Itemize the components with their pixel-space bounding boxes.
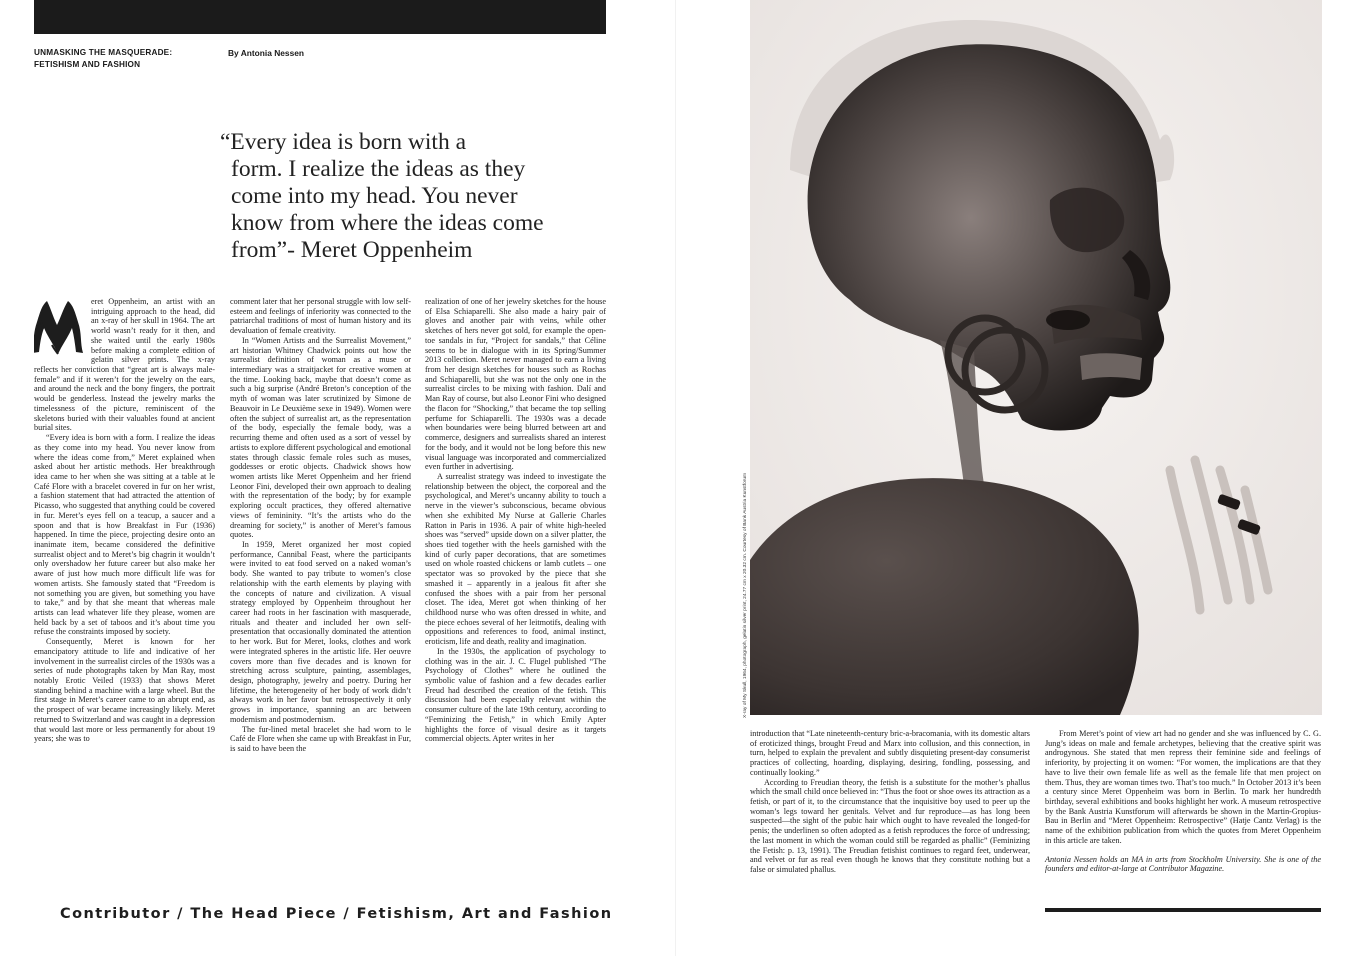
kicker-line: UNMASKING THE MASQUERADE: xyxy=(34,48,173,57)
article-column-1 xyxy=(34,297,215,895)
article-column-3 xyxy=(425,297,606,895)
article-kicker xyxy=(34,47,224,71)
page-footer: Contributor / The Head Piece / Fetishism, Art and Fashion xyxy=(60,906,613,922)
author-bio: Antonia Nessen holds an MA in arts from Stockholm University. She is one of the founders and editor-at-large at Contributor Magazine. xyxy=(1045,854,1321,874)
pull-quote-line: form. I realize the ideas as they xyxy=(231,156,526,182)
article-paragraph: comment later that her personal struggle with low self-esteem and feelings of inferiority was connected to the patriarchal traditions of most of human history and its devaluation of female creativity. xyxy=(230,297,411,336)
pull-quote-line: know from where the ideas come xyxy=(231,210,544,236)
article-paragraph: “Every idea is born with a form. I realize the ideas as they come into my head. You never know from where the ideas come from,” Meret explained when asked about her artistic methods. Her breakthrough idea came to her when she was sitting at a table at le Café Flore with a bracelet covered in fur on her wrist, a fashion statement that had attracted the attention of Picasso, who suggested that anything could be covered in fur. Meret’s eyes fell on a teacup, a saucer and a spoon and that is how Breakfast in Fur (1936) happened. In time the piece, projecting desire onto an inanimate item, became considered the definitive surrealist object and to Meret’s big chagrin it wouldn’t only overshadow her future career but also make her aware of just how much more difficult life was for women artists. She famously stated that “Freedom is not something you are given, but something you have to take,” and by that she meant that whereas male artists can lead whatever life they please, women are held back by a set of taboos and it’s about time you refuse the constraints imposed by society. xyxy=(34,433,215,637)
article-paragraph: A surrealist strategy was indeed to investigate the relationship between the object, the corporeal and the psychological, and Meret’s uncanny ability to touch a nerve in the viewer’s subconscious, became obvious when she exhibited My Nurse at Gallerie Charles Ratton in Paris in 1936. A pair of white high-heeled shoes was “served” upside down on a silver platter, the shoes tied together with the heels garnished with the kind of curly paper decorations, that are sometimes used on whole roasted chickens or lamb cutlets – one spectator was so provoked by the piece that she smashed it – apparently in a jealous fit after she confused the shoes with a pair from her personal closet. The idea, Meret got when thinking of her childhood nurse who was often dressed in white, and the piece echoes several of her leitmotifs, dealing with oppositions and references to food, animal instinct, eroticism, life and death, reality and imagination. xyxy=(425,471,606,647)
article-column-5 xyxy=(1045,729,1321,874)
byline: By Antonia Nessen xyxy=(228,48,305,58)
pull-quote xyxy=(220,129,612,264)
article-paragraph: Consequently, Meret is known for her emancipatory attitude to life and indicative of her involvement in the surrealist circles of the 1930s was a series of nude photographs taken by Man Ray, most notably Erotic Veiled (1933) that shows Meret standing behind a machine with a large wheel. But the first stage in Meret’s career came to an abrupt end, as the prospect of war became increasingly likely. Meret returned to Switzerland and was caught in a depression that would last more or less permanently for about 19 years; she was to xyxy=(34,637,215,744)
pull-quote-line: come into my head. You never xyxy=(231,183,518,209)
article-paragraph: In “Women Artists and the Surrealist Movement,” art historian Whitney Chadwick points out how the surrealist definition of woman as a muse or intermediary was a straitjacket for creative women at the time. Looking back, maybe that doesn’t come as such a big surprise (André Breton’s conception of the myth of woman was later scrutinized by Simone de Beauvoir in Le Deuxième sexe in 1949). Women were often the subject of surrealist art, as the representation of the body, especially the female body, was a recurring theme and often used as a sort of vessel by artists to explore different psychological and emotional states through classic female roles such as muses, goddesses or erotic objects. Chadwick shows how women artists like Meret Oppenheim and her friend Leonor Fini, developed their own approach to dealing with the representation of the body; by for example exploring occult practices, they offered alternative views of femininity. “It’s the artists who do the dreaming for society,” is another of Meret’s famous quotes. xyxy=(230,335,411,540)
xray-skull-photo xyxy=(750,0,1322,715)
pull-quote-line: from”- Meret Oppenheim xyxy=(231,237,473,263)
article-paragraph: introduction that “Late nineteenth-century bric-a-bracomania, with its domestic altars of eroticized things, brought Freud and Marx into collusion, and this connection, in turn, helped to explain the prevalent and subtly disquieting present-day consumerist practices of collecting, hoarding, displaying, desiring, fondling, possessing, and continually looking.” xyxy=(750,729,1030,777)
drop-cap-m-icon xyxy=(34,297,86,355)
kicker-line: FETISHISM AND FASHION xyxy=(34,60,141,69)
left-page xyxy=(0,0,676,956)
article-paragraph: In 1959, Meret organized her most copied performance, Cannibal Feast, where the participants were invited to eat food served on a naked woman’s body. She wanted to pay tribute to women’s close relationship with the earth elements by playing with the concepts of nature and civilization. A visual strategy employed by Oppenheim throughout her career had roots in her fascination with masquerade, rituals and theater and included her own self-presentation that occasionally dominated the attention to her work. But for Meret, looks, clothes and work were integrated spheres in the artistic life. Her oeuvre covers more than five decades and is known for stretching across sculpture, painting, assemblages, design, photography, jewelry and poetry. During her lifetime, the heterogeneity of her body of work didn’t always work in her favor but retrospectively it only grows in importance, spanning an arc between modernism and postmodernism. xyxy=(230,539,411,724)
article-paragraph: In the 1930s, the application of psychology to clothing was in the air. J. C. Flugel published “The Psychology of Clothes” where he outlined the symbolic value of fashion and a few decades earlier Freud had described the creation of the fetish. This discussion had been especially relevant within the consumer culture of the late 19th century, according to “Feminizing the Fetish,” in which Emily Apter highlights the force of visual desire as it targets commercial objects. Apter writes in her xyxy=(425,646,606,744)
article-paragraph: The fur-lined metal bracelet she had worn to le Café de Flore when she came up with Breakfast in Fur, is said to have been the xyxy=(230,724,411,754)
photo-caption: X-ray of My Skull, 1964, photograph, gelatin silver print, 24.77 cm x 20.32 cm. Courtesy of Bank Austria Kunstforum xyxy=(743,472,748,718)
article-column-2 xyxy=(230,297,411,895)
article-paragraph: From Meret’s point of view art had no gender and she was influenced by C. G. Jung’s ideas on male and female archetypes, believing that the creative spirit was androgynous. She stated that men repress their feminine side and feelings of inferiority, by projecting it on women: “For women, the implications are that they have to live their own female life as well as the female life that men project on them. Thus, they are woman times two. That’s too much.” In October 2013 it’s been a century since Meret Oppenheim was born in Berlin. To mark her hundredth birthday, several exhibitions and books highlight her work. A museum retrospective by the Bank Austria Kunstforum will afterwards be shown in the Martin-Gropius-Bau in Berlin and “Meret Oppenheim: Retrospective” (Hatje Cantz Verlag) is the name of the exhibition publication from which the quotes from Meret Oppenheim in this article are taken. xyxy=(1045,729,1321,845)
article-end-rule xyxy=(1045,908,1321,912)
article-column-4 xyxy=(750,729,1030,875)
article-paragraph: According to Freudian theory, the fetish is a substitute for the mother’s phallus which the small child once believed in: “Thus the foot or shoe owes its attraction as a fetish, or part of it, to the circumstance that the inquisitive boy used to peer up the woman’s legs toward her genitals. Velvet and fur reproduce—as has long been suspected—the sight of the pubic hair which ought to have revealed the longed-for penis; the underlinen so often adopted as a fetish reproduces the force of undressing; the last moment in which the woman could still be regarded as phallic” (Feminizing the Fetish: p. 13, 1991). The Freudian fetishist continues to regard feet, underwear, and velvet or fur as real even though he knows that they constitute nothing but a false or simulated phallus. xyxy=(750,777,1030,875)
article-columns xyxy=(34,297,606,895)
header-bar xyxy=(34,0,606,34)
right-page xyxy=(676,0,1355,956)
article-paragraph: realization of one of her jewelry sketches for the house of Elsa Schiaparelli. She also made a hairy pair of gloves and another pair with veins, while other sketches of hers never got sold, for example the open-toe sandals in fur, “Project for sandals,” that Céline seems to be in dialogue with in its Spring/Summer 2013 collection. Meret never managed to earn a living from her design sketches for houses such as Rochas and Schiaparelli, but she was not the only one in the surrealist circles to be mixing with fashion. Dalí and Man Ray of course, but also Leonor Fini who designed the flacon for “Shocking,” that became the top selling perfume for Schiaparelli. The 1930s was a decade when boundaries were being blurred between art and commerce, designers and surrealists shared an interest for the body, and it would not be long before this new visual language was incorporated and commercialized even further in advertising. xyxy=(425,297,606,472)
article-paragraph: eret Oppenheim, an artist with an intriguing approach to the head, did an x-ray of her skull in 1964. The art world wasn’t ready for it then, and she waited until the early 1980s before making a complete edition of gelatin silver prints. The x-ray reflects her conviction that “great art is always male-female” and if it weren’t for the jewelry on the ears, and around the neck and the bony fingers, the portrait would be genderless. Instead the jewelry marks the timelessness of the picture, reminiscent of the skeletons buried with their valuables found at ancient burial sites. xyxy=(34,297,215,433)
pull-quote-line: “Every idea is born with a xyxy=(220,129,467,155)
